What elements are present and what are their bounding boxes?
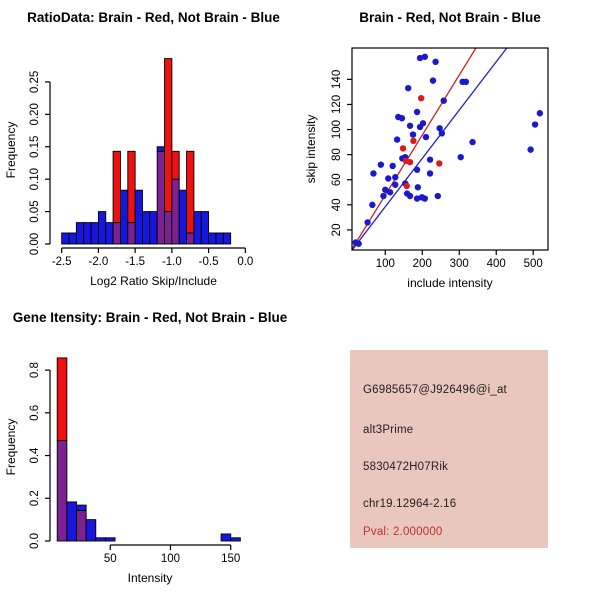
ratio-histogram-panel [0,0,300,300]
chart-title: Gene Itensity: Brain - Red, Not Brain - Blue [12,310,288,325]
histogram-bar-blue [120,190,127,244]
histogram-bar-blue [76,223,83,244]
x-tick-label: 50 [103,553,117,565]
y-tick-label: 0.10 [29,167,41,191]
x-tick-label: 200 [412,258,432,270]
y-tick-label: 120 [331,94,343,115]
data-point-not-brain [392,182,398,188]
y-tick-label: 0.4 [29,447,41,464]
pval-text: Pval: 2.000000 [363,526,443,538]
y-tick-label: 0.05 [29,200,41,223]
histogram-bar-blue [106,223,113,244]
data-point-not-brain [469,139,475,145]
gene-info-box [350,350,548,548]
y-tick-label: 0.2 [29,490,41,507]
data-point-not-brain [369,202,375,208]
histogram-bar-blue [231,538,241,541]
data-point-not-brain [527,146,533,152]
data-point-not-brain [392,174,398,180]
data-point-not-brain [441,97,447,103]
histogram-bar-blue [84,223,91,244]
data-point-brain [436,160,442,166]
plot-box [352,48,548,250]
histogram-bar-blue [77,505,87,510]
histogram-bar-red [165,59,172,212]
not-brain-fit-line [352,48,507,250]
histogram-bar-red [57,358,67,441]
histogram-bar-blue [223,233,230,244]
y-tick-label: 0.6 [29,404,41,421]
gene-intensity-histogram-panel [0,300,300,600]
histogram-bar-overlap [172,179,179,244]
histogram-bar-blue [67,502,77,541]
histogram-bar-overlap [165,212,172,244]
histogram-bar-blue [86,520,96,541]
histogram-bar-overlap [57,441,67,541]
x-tick-label: 300 [449,258,469,270]
data-point-not-brain [537,110,543,116]
data-point-not-brain [422,54,428,60]
histogram-bar-blue [98,212,105,244]
y-tick-label: 0.15 [29,135,41,158]
data-point-not-brain [355,241,361,247]
x-axis-label: Intensity [127,571,173,585]
gene-symbol-text: 5830472H07Rik [363,461,449,473]
y-tick-label: 0.0 [29,533,41,549]
data-point-not-brain [380,193,386,199]
data-point-not-brain [463,79,469,85]
data-point-not-brain [370,170,376,176]
histogram-bar-red [187,151,194,233]
histogram-bar-blue [96,538,106,541]
histogram-bar-blue [157,147,164,152]
data-point-not-brain [430,77,436,83]
ratio-histogram-chart [0,0,300,300]
gene-info-panel [300,300,600,600]
histogram-bar-blue [221,534,231,541]
histogram-bar-blue [150,212,157,244]
gene-intensity-histogram-chart [0,300,300,600]
histogram-bar-blue [216,233,223,244]
data-point-not-brain [399,115,405,121]
data-point-not-brain [389,163,395,169]
data-point-not-brain [420,120,426,126]
data-point-brain [407,159,413,165]
data-point-not-brain [415,184,421,190]
data-point-not-brain [422,195,428,201]
histogram-bar-blue [201,212,208,244]
y-tick-label: 40 [331,198,343,212]
data-point-not-brain [387,189,393,195]
y-tick-label: 0.25 [29,70,41,94]
histogram-bar-blue [62,233,69,244]
chart-title: RatioData: Brain - Red, Not Brain - Blue [27,10,280,25]
intensity-scatter-panel [300,0,600,300]
histogram-bar-blue [209,233,216,244]
histogram-bar-overlap [187,233,194,244]
data-point-not-brain [414,109,420,115]
y-tick-label: 100 [331,119,343,140]
data-point-not-brain [427,156,433,162]
histogram-bar-blue [105,538,115,541]
histogram-bar-overlap [113,223,120,244]
y-tick-label: 140 [331,69,343,89]
data-point-brain [404,183,410,189]
locus-text: chr19.12964-2.16 [363,498,457,510]
data-point-not-brain [364,219,370,225]
x-tick-label: 400 [486,258,506,270]
x-tick-label: 100 [375,258,395,270]
y-axis-label: Frequency [4,121,18,179]
y-tick-label: 0.00 [29,232,41,256]
splice-type-text: alt3Prime [363,424,414,436]
data-point-not-brain [435,193,441,199]
x-axis-label: Log2 Ratio Skip/Include [90,274,217,288]
data-point-not-brain [407,123,413,129]
histogram-bar-overlap [157,151,164,244]
data-point-not-brain [414,167,420,173]
data-point-brain [418,95,424,101]
histogram-bar-blue [135,190,142,244]
histogram-bar-blue [91,223,98,244]
brain-fit-line [352,48,476,249]
x-tick-label: 100 [160,553,181,565]
data-point-not-brain [394,136,400,142]
x-tick-label: -1.5 [125,256,146,268]
x-tick-label: -0.5 [198,256,219,268]
histogram-bar-red [172,151,179,179]
data-point-not-brain [410,131,416,137]
data-point-not-brain [378,161,384,167]
x-axis-label: include intensity [407,276,493,290]
y-axis-label: skip intensity [304,114,318,184]
data-point-not-brain [439,130,445,136]
histogram-bar-blue [179,190,186,244]
chart-title: Brain - Red, Not Brain - Blue [359,10,541,25]
y-tick-label: 80 [331,148,343,162]
data-point-not-brain [427,170,433,176]
y-tick-label: 0.8 [29,362,41,379]
data-point-not-brain [385,175,391,181]
histogram-bar-blue [194,212,201,244]
x-tick-label: 150 [221,553,241,565]
x-tick-label: 500 [523,258,543,270]
histogram-bar-blue [69,233,76,244]
x-tick-label: -2.0 [88,256,109,268]
histogram-bar-overlap [128,223,135,244]
y-tick-label: 0.20 [29,103,41,126]
data-point-not-brain [432,59,438,65]
y-tick-label: 20 [331,223,343,237]
y-tick-label: 60 [331,173,343,187]
histogram-bar-blue [142,212,149,244]
y-axis-label: Frequency [4,418,18,476]
data-point-brain [410,138,416,144]
histogram-bar-red [113,151,120,222]
x-tick-label: -2.5 [51,256,72,268]
data-point-not-brain [423,134,429,140]
histogram-bar-overlap [77,510,87,541]
probe-id-text: G6985657@J926496@i_at [363,384,507,396]
data-point-not-brain [458,154,464,160]
plot-content [352,48,543,250]
x-tick-label: 0.0 [237,256,254,268]
data-point-brain [400,145,406,151]
histogram-bar-red [128,151,135,222]
data-point-not-brain [407,193,413,199]
intensity-scatter-chart [300,0,600,300]
data-point-not-brain [532,121,538,127]
data-point-not-brain [405,85,411,91]
x-tick-label: -1.0 [161,256,182,268]
